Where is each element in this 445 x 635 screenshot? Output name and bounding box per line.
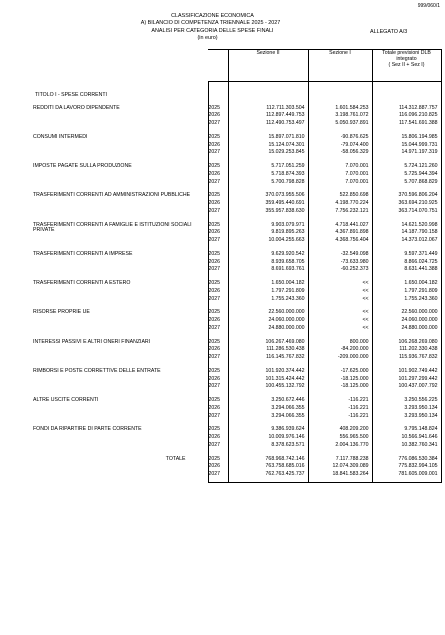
total-value: 117.541.691.388 [372,120,441,128]
total-value: 10.382.760.341 [372,442,441,450]
total-value: 5.725.944.394 [372,171,441,179]
sezione-1-value: 7.756.232.121 [308,208,372,216]
header-sezione-1: Sezione I [308,50,372,82]
sezione-2-value: 762.763.425.737 [228,471,308,479]
sezione-2-value: 15.897.071.810 [228,134,308,142]
total-value: 111.202.330.438 [372,346,441,354]
sezione-2-value: 1.650.004.182 [228,280,308,288]
total-value: 8.866.024.725 [372,259,441,267]
sezione-1-value: 7.070.001 [308,163,372,171]
header-total [372,50,441,82]
year-cell: 2026 [208,171,228,179]
document-id: 999/060/1 [417,3,440,9]
header-line-4: (in euro) [197,34,218,41]
sezione-2-value: 3.250.672.446 [228,397,308,405]
table-row [3,222,441,230]
sezione-2-value: 8.939.658.705 [228,259,308,267]
category-label: FONDI DA RIPARTIRE DI PARTE CORRENTE [33,426,142,433]
category-label: TRASFERIMENTI CORRENTI AD AMMINISTRAZIONI PUBBLICHE [33,192,191,199]
year-cell: 2025 [208,192,228,200]
total-value: 114.312.887.757 [372,105,441,113]
total-value: 3.293.950.134 [372,413,441,421]
sezione-1-value: -32.549.098 [308,251,372,259]
year-cell: 2025 [208,280,228,288]
table-row [3,163,441,171]
category-label: CONSUMI INTERMEDI [33,133,88,140]
year-cell: 2026 [208,346,228,354]
total-value: 775.832.994.105 [372,463,441,471]
total-value: 776.086.530.384 [372,456,441,464]
sezione-2-value: 106.267.469.080 [228,339,308,347]
sezione-1-value: -209.000.000 [308,354,372,362]
sezione-2-value: 15.124.074.301 [228,142,308,150]
sezione-2-value: 111.286.530.438 [228,346,308,354]
year-cell: 2027 [208,413,228,421]
table-row [3,309,441,317]
header-total-line-3: ( Sez II + Sez I) [388,62,425,68]
sezione-2-value: 8.378.623.571 [228,442,308,450]
sezione-1-value: 7.070.001 [308,171,372,179]
sezione-2-value: 116.145.767.832 [228,354,308,362]
sezione-2-value: 1.797.291.809 [228,288,308,296]
header-total-line-1: Totale previsioni DLB [382,50,431,56]
sezione-2-value: 10.004.255.663 [228,237,308,245]
total-value: 14.373.012.067 [372,237,441,245]
spacer-cell [308,479,372,483]
year-cell: 2026 [208,112,228,120]
category-label: TRASFERIMENTI CORRENTI A ESTERO [33,280,131,286]
total-value: 116.096.210.825 [372,112,441,120]
sezione-1-value: 4.368.756.404 [308,237,372,245]
total-label: TOTALE [165,455,186,462]
sezione-2-value: 9.903.079.971 [228,222,308,230]
sezione-1-value: 4.718.441.027 [308,222,372,230]
year-cell: 2025 [208,163,228,171]
table-row [3,251,441,259]
year-cell: 2026 [208,200,228,208]
sezione-2-value: 5.700.798.828 [228,179,308,187]
total-value: 1.755.243.360 [372,296,441,304]
category-label: TRASFERIMENTI CORRENTI A IMPRESE [33,250,133,257]
year-cell: 2025 [208,222,228,230]
total-value: 1.797.291.809 [372,288,441,296]
total-value: 15.044.999.731 [372,142,441,150]
total-row [3,456,441,464]
year-cell: 2027 [208,120,228,128]
sezione-2-value: 15.029.253.845 [228,149,308,157]
year-cell: 2027 [208,325,228,333]
table-row [3,105,441,113]
sezione-2-value: 24.060.000.000 [228,317,308,325]
table-row [3,192,441,200]
year-cell: 2026 [208,259,228,267]
spacer-cell [3,479,208,483]
year-cell: 2027 [208,179,228,187]
year-cell: 2025 [208,251,228,259]
sezione-2-value: 8.691.693.761 [228,266,308,274]
sezione-2-value: 9.629.920.542 [228,251,308,259]
sezione-1-value: -116.221 [308,405,372,413]
total-value: 8.631.441.388 [372,266,441,274]
sezione-1-value: 800.000 [308,339,372,347]
total-value: 5.724.121.260 [372,163,441,171]
sezione-1-value: -17.625.000 [308,368,372,376]
sezione-1-value: 7.117.788.238 [308,456,372,464]
sezione-2-value: 355.957.838.630 [228,208,308,216]
sezione-2-value: 24.880.000.000 [228,325,308,333]
sezione-2-value: 3.294.066.355 [228,405,308,413]
year-cell: 2025 [208,105,228,113]
year-cell: 2025 [208,397,228,405]
total-value: 10.566.941.646 [372,434,441,442]
total-value: 3.250.556.225 [372,397,441,405]
year-cell: 2025 [208,368,228,376]
titolo-row [3,82,441,99]
sezione-1-value: -60.252.373 [308,266,372,274]
year-cell: 2025 [208,456,228,464]
category-label: RIMBORSI E POSTE CORRETTIVE DELLE ENTRATE [33,367,161,374]
table-row [3,339,441,347]
total-value: 14.187.790.158 [372,229,441,237]
total-value: 24.060.000.000 [372,317,441,325]
sezione-1-value: -79.074.400 [308,142,372,150]
total-value: 22.560.000.000 [372,309,441,317]
year-cell: 2027 [208,149,228,157]
total-value: 14.971.197.319 [372,149,441,157]
year-cell: 2027 [208,471,228,479]
sezione-1-value: 408.209.200 [308,426,372,434]
sezione-2-value: 768.968.742.146 [228,456,308,464]
total-value: 101.297.299.442 [372,376,441,384]
sezione-2-value: 9.386.939.624 [228,426,308,434]
total-value: 115.936.767.832 [372,354,441,362]
category-label: TRASFERIMENTI CORRENTI A FAMIGLIE E ISTITUZIONI SOCIALI PRIVATE [33,221,192,234]
table-row [3,426,441,434]
sezione-2-value: 112.711.303.504 [228,105,308,113]
sezione-2-value: 112.897.449.753 [228,112,308,120]
total-value: 14.621.520.998 [372,222,441,230]
header-total-line-2: integrato [396,56,417,62]
table-body [3,82,441,483]
spacer-cell [208,479,228,483]
sezione-2-value: 112.490.753.497 [228,120,308,128]
table-row [3,134,441,142]
total-value: 15.806.194.985 [372,134,441,142]
year-cell: 2027 [208,266,228,274]
sezione-1-value: 4.198.770.224 [308,200,372,208]
sezione-1-value: 7.070.001 [308,179,372,187]
report-header [0,13,445,42]
year-cell: 2026 [208,142,228,150]
category-label: INTERESSI PASSIVI E ALTRI ONERI FINANZIARI [33,338,151,345]
sezione-1-value: -58.056.329 [308,149,372,157]
total-value: 363.694.210.925 [372,200,441,208]
header-category-cell [3,50,208,82]
year-cell: 2025 [208,309,228,317]
year-cell: 2025 [208,426,228,434]
year-cell: 2026 [208,463,228,471]
sezione-1-value: 12.074.309.089 [308,463,372,471]
year-cell: 2027 [208,442,228,450]
table-end-row [3,479,441,483]
sezione-2-value: 5.717.051.259 [228,163,308,171]
total-value: 3.293.950.134 [372,405,441,413]
year-cell: 2026 [208,405,228,413]
table-row [3,280,441,288]
total-value: 1.650.004.182 [372,280,441,288]
spacer-cell [372,479,441,483]
total-value: 9.795.148.824 [372,426,441,434]
total-value: 781.605.009.001 [372,471,441,479]
total-value: 9.597.371.449 [372,251,441,259]
sezione-1-value: 522.850.698 [308,192,372,200]
sezione-2-value: 101.920.374.442 [228,368,308,376]
sezione-1-value: << [308,288,372,296]
sezione-1-value: -116.221 [308,413,372,421]
sezione-2-value: 1.755.243.360 [228,296,308,304]
sezione-2-value: 3.294.066.355 [228,413,308,421]
total-value: 100.437.007.792 [372,383,441,391]
sezione-2-value: 101.315.424.442 [228,376,308,384]
sezione-2-value: 10.009.976.146 [228,434,308,442]
sezione-2-value: 100.455.132.792 [228,383,308,391]
sezione-2-value: 370.073.955.506 [228,192,308,200]
sezione-1-value: 5.050.937.891 [308,120,372,128]
sezione-1-value: 1.601.584.253 [308,105,372,113]
year-cell: 2026 [208,434,228,442]
year-cell: 2027 [208,208,228,216]
total-value: 101.902.749.442 [372,368,441,376]
header-line-1: CLASSIFICAZIONE ECONOMICA [171,13,254,19]
header-line-3: ANALISI PER CATEGORIA DELLE SPESE FINALI [151,27,274,34]
sezione-1-value: -18.125.000 [308,376,372,384]
titolo-label: TITOLO I - SPESE CORRENTI [35,91,107,98]
category-label: ALTRE USCITE CORRENTI [33,397,99,403]
sezione-1-value: 3.198.761.072 [308,112,372,120]
sezione-1-value: << [308,325,372,333]
sezione-2-value: 9.819.895.263 [228,229,308,237]
sezione-1-value: -84.200.000 [308,346,372,354]
total-value: 24.880.000.000 [372,325,441,333]
allegato-label: ALLEGATO A/3 [370,29,408,35]
total-value: 5.707.868.829 [372,179,441,187]
sezione-1-value: 2.004.136.770 [308,442,372,450]
year-cell: 2027 [208,237,228,245]
sezione-1-value: << [308,296,372,304]
spacer-cell [228,479,308,483]
category-label: REDDITI DA LAVORO DIPENDENTE [33,104,120,111]
category-label: RISORSE PROPRIE UE [33,309,90,316]
table-row [3,368,441,376]
year-cell: 2026 [208,317,228,325]
sezione-1-value: 4.367.891.898 [308,229,372,237]
total-value: 363.714.070.751 [372,208,441,216]
sezione-2-value: 763.758.685.016 [228,463,308,471]
year-cell: 2027 [208,354,228,362]
sezione-1-value: << [308,309,372,317]
table-row [3,397,441,405]
sezione-1-value: -90.876.625 [308,134,372,142]
sezione-1-value: 18.841.583.264 [308,471,372,479]
year-cell: 2026 [208,376,228,384]
header-sezione-2: Sezione II [228,50,308,82]
year-cell: 2027 [208,296,228,304]
header-year-cell [208,50,228,82]
budget-table [3,49,442,483]
header-line-2: A) BILANCIO DI COMPETENZA TRIENNALE 2025 - 2027 [140,20,281,27]
table-header-row [3,50,441,82]
sezione-2-value: 359.495.440.691 [228,200,308,208]
year-cell: 2025 [208,134,228,142]
total-value: 370.596.806.204 [372,192,441,200]
year-cell: 2026 [208,288,228,296]
sezione-2-value: 5.718.874.393 [228,171,308,179]
category-label: IMPOSTE PAGATE SULLA PRODUZIONE [33,163,132,169]
sezione-1-value: -116.221 [308,397,372,405]
year-cell: 2025 [208,339,228,347]
sezione-1-value: << [308,317,372,325]
sezione-1-value: 556.965.500 [308,434,372,442]
sezione-1-value: -73.633.980 [308,259,372,267]
year-cell: 2026 [208,229,228,237]
sezione-2-value: 22.560.000.000 [228,309,308,317]
total-value: 106.268.269.080 [372,339,441,347]
sezione-1-value: -18.125.000 [308,383,372,391]
sezione-1-value: << [308,280,372,288]
year-cell: 2027 [208,383,228,391]
